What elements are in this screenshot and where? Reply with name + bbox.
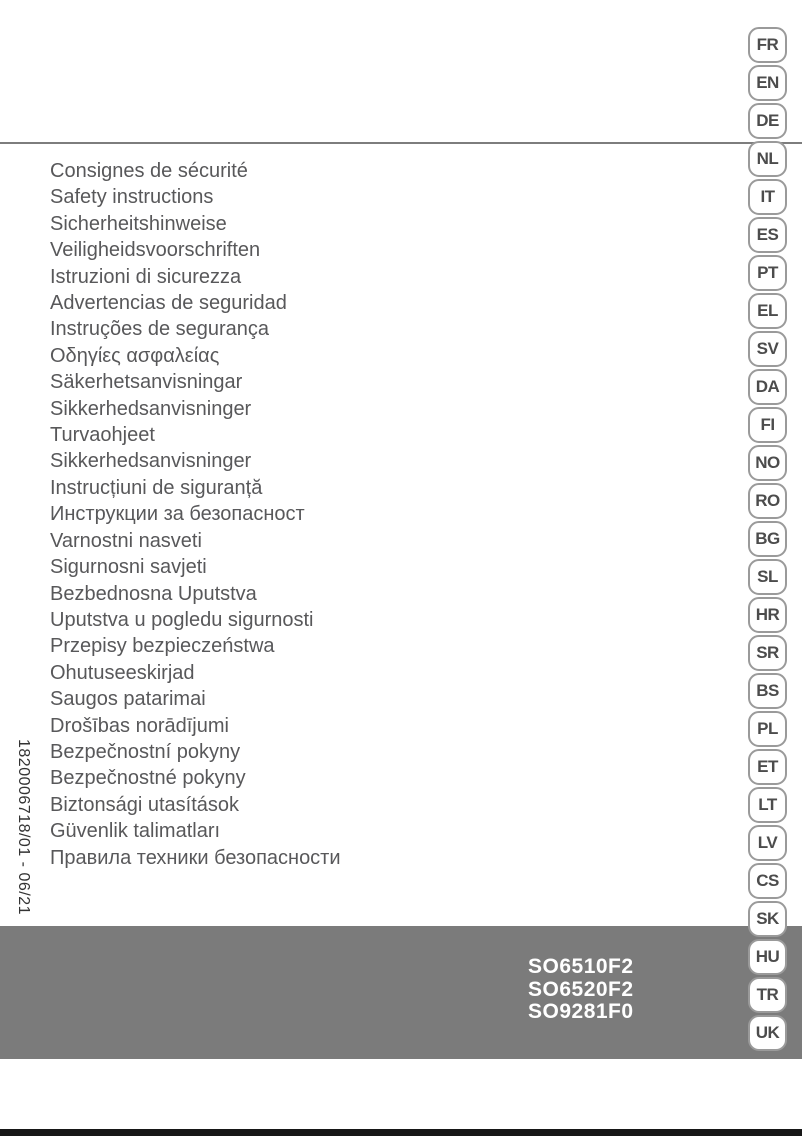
language-badge-sr: SR [748, 635, 787, 671]
language-badge-da: DA [748, 369, 787, 405]
language-badge-it: IT [748, 179, 787, 215]
language-title-da: Sikkerhedsanvisninger [50, 397, 252, 420]
language-title-lt: Saugos patarimai [50, 688, 206, 711]
language-badge-sv: SV [748, 331, 787, 367]
language-title-sk: Bezpečnostné pokyny [50, 767, 246, 790]
language-badge-column [748, 27, 788, 1051]
language-badge-uk: UK [748, 1015, 787, 1051]
language-badge-nl: NL [748, 141, 787, 177]
language-title-fi: Turvaohjeet [50, 424, 155, 447]
language-title-es: Advertencias de seguridad [50, 292, 287, 315]
language-badge-bs: BS [748, 673, 787, 709]
language-badge-bg: BG [748, 521, 787, 557]
language-title-it: Istruzioni di sicurezza [50, 265, 242, 288]
language-badge-fr: FR [748, 27, 787, 63]
language-badge-es: ES [748, 217, 787, 253]
language-title-el: Οδηγίες ασφαλείας [50, 344, 220, 367]
language-title-no: Sikkerhedsanvisninger [50, 450, 252, 473]
language-badge-sl: SL [748, 559, 787, 595]
language-title-bs: Uputstva u pogledu sigurnosti [50, 608, 314, 631]
language-badge-pl: PL [748, 711, 787, 747]
model-number: SO6510F2 [528, 955, 634, 978]
language-title-ro: Instrucțiuni de siguranță [50, 476, 263, 499]
language-title-fr: Consignes de sécurité [50, 160, 248, 182]
language-title-sl: Varnostni nasveti [50, 529, 202, 552]
language-badge-hr: HR [748, 597, 787, 633]
language-badge-el: EL [748, 293, 787, 329]
language-badge-de: DE [748, 103, 787, 139]
language-title-lv: Drošības norādījumi [50, 714, 229, 737]
language-title-uk: Правила техники безопасности [50, 846, 341, 869]
language-badge-tr: TR [748, 977, 787, 1013]
language-title-sv: Säkerhetsanvisningar [50, 371, 243, 394]
model-list [528, 956, 634, 1024]
language-badge-lv: LV [748, 825, 787, 861]
language-title-en: Safety instructions [50, 186, 214, 209]
language-title-sr: Bezbednosna Uputstva [50, 582, 257, 605]
language-title-hr: Sigurnosni savjeti [50, 556, 207, 579]
model-band [0, 926, 802, 1059]
language-badge-lt: LT [748, 787, 787, 823]
language-badge-cs: CS [748, 863, 787, 899]
bottom-bar [0, 1129, 802, 1136]
language-badge-en: EN [748, 65, 787, 101]
model-number: SO6520F2 [528, 977, 634, 1001]
language-title-pl: Przepisy bezpieczeństwa [50, 635, 275, 658]
language-title-hu: Biztonsági utasítások [50, 793, 239, 816]
language-badge-et: ET [748, 749, 787, 785]
header-divider-rule [0, 142, 802, 144]
language-badge-fi: FI [748, 407, 787, 443]
language-badge-sk: SK [748, 901, 787, 937]
language-title-de: Sicherheitshinweise [50, 212, 227, 235]
language-badge-ro: RO [748, 483, 787, 519]
reference-number: 1820006718/01 - 06/21 [15, 739, 32, 915]
language-title-cs: Bezpečnostní pokyny [50, 740, 241, 763]
language-title-bg: Инструкции за безопасност [50, 503, 305, 526]
language-title-et: Ohutuseeskirjad [50, 661, 195, 684]
model-number: SO9281F0 [528, 1000, 634, 1023]
language-badge-no: NO [748, 445, 787, 481]
language-title-nl: Veiligheidsvoorschriften [50, 239, 261, 262]
language-title-list [50, 158, 341, 871]
language-badge-pt: PT [748, 255, 787, 291]
language-title-tr: Güvenlik talimatları [50, 820, 221, 843]
language-badge-hu: HU [748, 939, 787, 975]
language-title-pt: Instruções de segurança [50, 318, 270, 341]
